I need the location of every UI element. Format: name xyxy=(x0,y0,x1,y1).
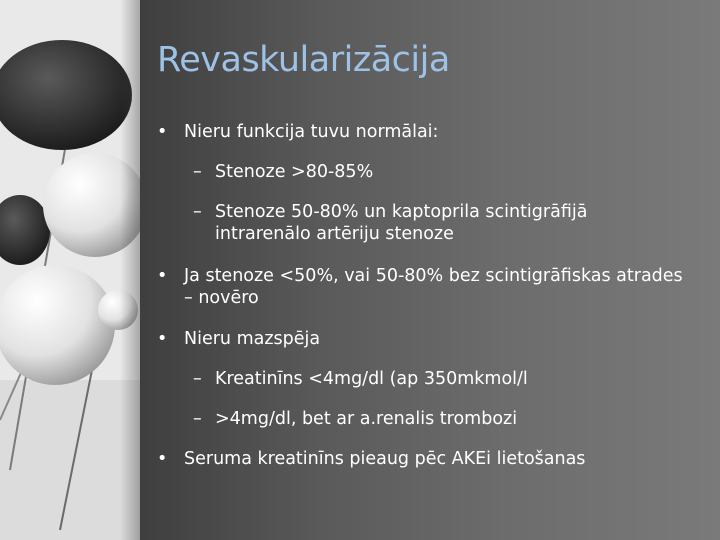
bullet-marker: • xyxy=(157,329,168,349)
sub-bullet-text: Stenoze >80-85% xyxy=(215,162,374,182)
sub-bullet-item xyxy=(193,161,373,183)
light-pin-head xyxy=(0,265,115,385)
bullet-text-line: – novēro xyxy=(184,288,259,308)
sub-bullet-text: Kreatinīns <4mg/dl (ap 350mkmol/l xyxy=(215,369,528,389)
photo-fade-overlay xyxy=(120,0,140,540)
bullet-item xyxy=(157,448,585,470)
sub-bullet-text: >4mg/dl, bet ar a.renalis trombozi xyxy=(215,409,518,429)
bullet-item xyxy=(157,265,683,309)
sub-bullet-item xyxy=(193,368,528,390)
bullet-text: Nieru funkcija tuvu normālai: xyxy=(184,122,439,142)
dash-marker: – xyxy=(193,202,202,222)
push-pins-illustration xyxy=(0,0,140,540)
push-pin-heads-image xyxy=(0,0,140,540)
bullet-text: Seruma kreatinīns pieaug pēc AKEi lietošanas xyxy=(184,449,586,469)
bullet-marker: • xyxy=(157,266,168,286)
dash-marker: – xyxy=(193,369,202,389)
bullet-item xyxy=(157,121,438,143)
bullet-marker: • xyxy=(157,122,168,142)
slide-title: Revaskularizācija xyxy=(157,40,450,80)
sub-bullet-text-line: intrarenālo artēriju stenoze xyxy=(215,224,454,244)
bullet-marker: • xyxy=(157,449,168,469)
sub-bullet-text-line: Stenoze 50-80% un kaptoprila scintigrāfijā xyxy=(215,202,588,222)
dash-marker: – xyxy=(193,162,202,182)
sub-bullet-item xyxy=(193,408,517,430)
dash-marker: – xyxy=(193,409,202,429)
bullet-text-line: Ja stenoze <50%, vai 50-80% bez scintigrāfiskas atrades xyxy=(184,266,683,286)
bullet-item xyxy=(157,328,320,350)
bullet-text: Nieru mazspēja xyxy=(184,329,321,349)
sub-bullet-item xyxy=(193,201,587,245)
